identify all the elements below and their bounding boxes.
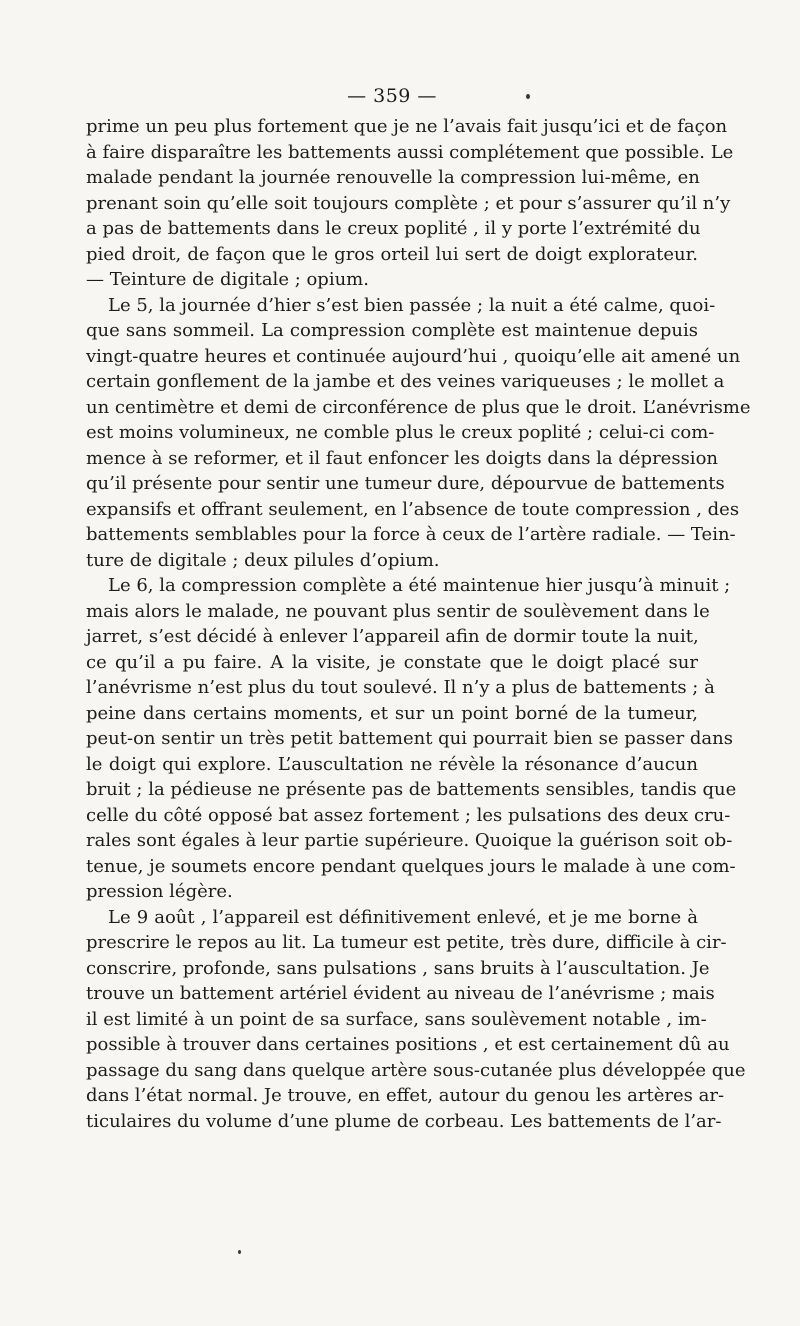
text-line: rales sont égales à leur partie supérieure. Quoique la guérison soit ob- <box>86 830 733 851</box>
text-line: tenue, je soumets encore pendant quelques jours le malade à une com- <box>86 855 736 877</box>
paragraph <box>86 905 746 1135</box>
text-line: il est limité à un point de sa surface, sans soulèvement notable , im- <box>86 1008 707 1030</box>
paragraph <box>86 114 734 293</box>
text-line: ture de digitale ; deux pilules d’opium. <box>86 549 440 571</box>
text-line: Le 5, la journée d’hier s’est bien passée ; la nuit a été calme, quoi- <box>108 294 716 316</box>
text-line: vingt-quatre heures et continuée aujourd’hui , quoiqu’elle ait amené un <box>86 345 741 367</box>
text-line: prenant soin qu’elle soit toujours complète ; et pour s’assurer qu’il n’y <box>86 192 731 214</box>
text-line: peine dans certains moments, et sur un point borné de la tumeur, <box>86 702 698 724</box>
page-body <box>86 114 751 1134</box>
text-line: mence à se reformer, et il faut enfoncer les doigts dans la dépression <box>86 447 718 469</box>
text-line: mais alors le malade, ne pouvant plus sentir de soulèvement dans le <box>86 600 710 622</box>
text-line: celle du côté opposé bat assez fortement ; les pulsations des deux cru- <box>86 804 731 826</box>
text-line: certain gonflement de la jambe et des veines variqueuses ; le mollet a <box>86 371 725 392</box>
paragraph <box>86 573 737 905</box>
text-line: est moins volumineux, ne comble plus le creux poplité ; celui-ci com- <box>86 422 715 443</box>
text-line: à faire disparaître les battements aussi complétement que possible. Le <box>86 141 734 163</box>
text-line: trouve un battement artériel évident au niveau de l’anévrisme ; mais <box>86 983 715 1004</box>
text-line: un centimètre et demi de circonférence de plus que le droit. L’anévrisme <box>86 396 751 418</box>
book-page <box>86 84 751 1304</box>
text-line: ce qu’il a pu faire. A la visite, je constate que le doigt placé sur <box>86 651 698 673</box>
text-line: l’anévrisme n’est plus du tout soulevé. Il n’y a plus de battements ; à <box>86 677 715 698</box>
text-line: dans l’état normal. Je trouve, en effet, autour du genou les artères ar- <box>86 1085 725 1106</box>
text-line: passage du sang dans quelque artère sous-cutanée plus développée que <box>86 1059 746 1081</box>
paragraph <box>86 293 751 574</box>
text-line: ticulaires du volume d’une plume de corbeau. Les battements de l’ar- <box>86 1110 722 1132</box>
page-number: — 359 — <box>347 85 437 107</box>
text-line: battements semblables pour la force à ceux de l’artère radiale. — Tein- <box>86 524 736 545</box>
text-line: prescrire le repos au lit. La tumeur est petite, très dure, difficile à cir- <box>86 932 727 953</box>
text-line: Le 6, la compression complète a été maintenue hier jusqu’à minuit ; <box>108 575 731 596</box>
text-line: malade pendant la journée renouvelle la compression lui-même, en <box>86 167 700 188</box>
text-line: jarret, s’est décidé à enlever l’appareil afin de dormir toute la nuit, <box>86 626 699 647</box>
text-line: qu’il présente pour sentir une tumeur dure, dépourvue de battements <box>86 473 725 494</box>
text-line: conscrire, profonde, sans pulsations , sans bruits à l’auscultation. Je <box>86 957 710 979</box>
text-line: expansifs et offrant seulement, en l’absence de toute compression , des <box>86 498 740 520</box>
text-line: — Teinture de digitale ; opium. <box>86 269 369 290</box>
text-line: peut-on sentir un très petit battement qui pourrait bien se passer dans <box>86 728 733 749</box>
text-line: que sans sommeil. La compression complète est maintenue depuis <box>86 320 698 341</box>
text-line: bruit ; la pédieuse ne présente pas de battements sensibles, tandis que <box>86 779 737 800</box>
text-line: a pas de battements dans le creux poplité , il y porte l’extrémité du <box>86 218 701 239</box>
text-line: le doigt qui explore. L’auscultation ne révèle la résonance d’aucun <box>86 753 698 775</box>
text-line: Le 9 août , l’appareil est définitivement enlevé, et je me borne à <box>108 906 698 928</box>
text-line: pied droit, de façon que le gros orteil lui sert de doigt explorateur. <box>86 243 698 265</box>
text-line: possible à trouver dans certaines positions , et est certainement dû au <box>86 1034 730 1055</box>
text-line: pression légère. <box>86 881 233 902</box>
text-line: prime un peu plus fortement que je ne l’avais fait jusqu’ici et de façon <box>86 116 728 137</box>
